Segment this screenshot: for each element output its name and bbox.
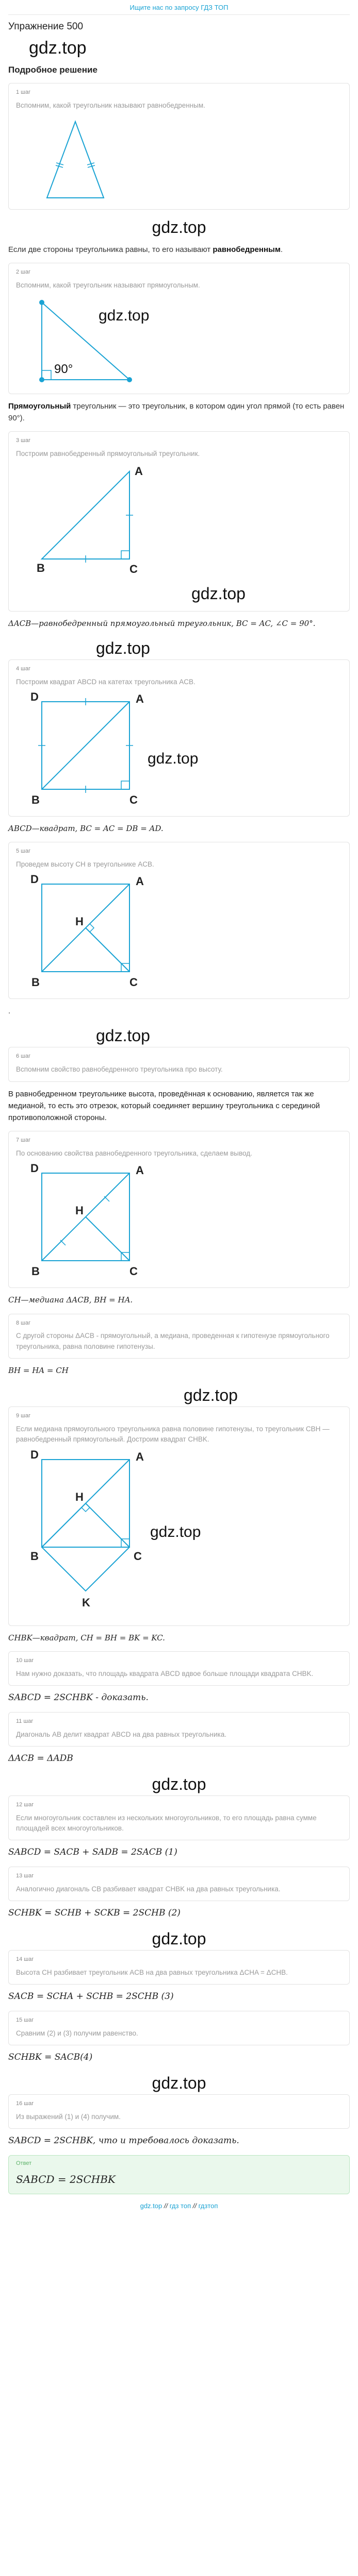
step-7 [8,1131,350,1288]
divider [8,14,350,15]
step-text: Диагональ AB делит квадрат ABCD на два равных треугольника. [16,1730,226,1738]
step-label: 7 шаг [16,1137,31,1144]
step-label: 16 шаг [16,2100,34,2107]
vertex-label: D [30,691,39,703]
watermark: gdz.top [96,638,150,657]
step-12 [8,1795,350,1840]
vertex [39,300,44,305]
isosceles-right-triangle-figure [26,464,191,582]
step-1 [8,83,350,209]
step-conclusion: CHBK—квадрат, CH = BH = BK = KC. [8,1633,165,1642]
step-conclusion: . [8,1007,11,1016]
step-label: 2 шаг [16,268,31,275]
right-angle-mark [121,781,129,789]
conclusion-term: Прямоугольный [8,401,71,411]
vertex-label: D [30,1163,39,1175]
diagonal [42,702,129,789]
vertex-label: A [136,875,144,888]
median-figure [26,1163,202,1281]
step-conclusion: CH—медиана ΔACB, BH = HA. [8,1295,133,1305]
footer-link[interactable]: гдз топ [169,2202,191,2210]
vertex-label: B [37,561,45,574]
step-conclusion: SCHBK = SCHB + SCKB = 2SCHB (2) [8,1908,181,1919]
footer-link[interactable]: gdz.top [140,2202,162,2210]
vertex-label: B [31,793,40,806]
footer-separator: // [164,2202,168,2210]
step-4 [8,659,350,817]
step-label: 5 шаг [16,848,31,855]
step-conclusion: BH = HA = CH [8,1365,69,1375]
footer-link[interactable]: гдзтоп [198,2202,218,2210]
step-conclusion: ΔACB—равнобедренный прямоугольный треугольник, BC = AC, ∠C = 90°. [8,618,316,628]
isosceles-triangle-figure [26,115,129,203]
footer-links [8,2201,350,2211]
step-label: 14 шаг [16,1956,34,1963]
right-angle-mark [121,551,129,559]
step-text: Проведем высоту CH в треугольнике ACB. [16,860,154,868]
step-conclusion [8,400,350,425]
step-text: Вспомним, какой треугольник называют прямоугольным. [16,281,200,289]
step-14 [8,1950,350,1985]
vertex-label: H [75,915,84,928]
step-text: Аналогично диагональ CB разбивает квадрат CHBK на два равных треугольника. [16,1885,281,1893]
step-label: 8 шаг [16,1319,31,1326]
step-text: Построим квадрат ABCD на катетах треугольника ACB. [16,677,196,686]
vertex-label: H [75,1490,84,1503]
vertex-label: A [135,464,143,478]
step-15 [8,2011,350,2045]
answer-formula: SABCD = 2SCHBK [16,2173,116,2186]
step-label: 12 шаг [16,1801,34,1808]
vertex-label: H [75,1204,84,1217]
vertex-label: B [30,1549,39,1563]
watermark: gdz.top [152,1774,206,1793]
watermark: gdz.top [152,217,206,236]
step-6 [8,1047,350,1081]
step-label: 6 шаг [16,1053,31,1060]
right-angle-mark [82,1507,90,1512]
step-label: 15 шаг [16,2017,34,2024]
step-text: Сравним (2) и (3) получим равенство. [16,2029,138,2038]
page-title: Упражнение 500 [8,21,84,32]
watermark: gdz.top [184,1386,238,1405]
square-height-figure [26,874,202,992]
watermark: gdz.top [152,1929,206,1948]
step-text: Высота CH разбивает треугольник ACB на два равных треугольника ΔCHA = ΔCHB. [16,1969,288,1977]
vertex-label: B [31,1265,40,1278]
step-conclusion: ΔACB = ΔADB [8,1753,73,1764]
step-label: 4 шаг [16,665,31,672]
step-conclusion: SACB = SCHA + SCHB = 2SCHB (3) [8,1991,174,2002]
step-text: Если медиана прямоугольного треугольника равна половине гипотенузы, то треугольник CBH — равнобедренный прямоугольный. Достроим квадрат CHBK. [16,1425,330,1444]
watermark: gdz.top [148,750,199,767]
vertex-label: A [136,1164,144,1177]
vertex-label: D [30,1449,39,1461]
step-conclusion [8,244,350,256]
step-conclusion: SABCD = 2SCHBK - доказать. [8,1692,149,1703]
square-figure [26,691,202,810]
step-text: Если многоугольник составлен из нескольких многоугольников, то его площадь равна сумме площадей всех многоугольников. [16,1814,317,1832]
step-label: 1 шаг [16,89,31,96]
step-text: С другой стороны ΔACB - прямоугольный, а медиана, проведенная к гипотенузе прямоугольного треугольника, равна половине гипотенузы. [16,1332,330,1350]
step-conclusion: ABCD—квадрат, BC = AC = DB = AD. [8,823,164,833]
step-text: Вспомним свойство равнобедренного треугольника про высоту. [16,1065,223,1074]
conclusion-text: Если две стороны треугольника равны, то его называют [8,245,213,254]
step-label: 3 шаг [16,437,31,444]
conclusion-text: треугольник — это треугольник, в котором один угол прямой (то есть равен 90°). [8,401,345,423]
tick-mark [60,1240,66,1245]
vertex-label: C [129,562,138,575]
step-label: 9 шаг [16,1413,31,1419]
vertex-label: K [82,1596,90,1609]
vertex-label: A [136,1450,144,1463]
vertex [39,377,44,382]
conclusion-term: равнобедренным [213,245,281,254]
triangle-outline [47,122,104,198]
step-5 [8,842,350,999]
watermark: gdz.top [150,1523,201,1540]
vertex-label: C [129,793,138,806]
vertex-label: A [136,692,144,705]
step-text: По основанию свойства равнобедренного треугольника, сделаем вывод. [16,1149,252,1158]
step-conclusion: В равнобедренном треугольнике высота, проведённая к основанию, является так же медианой, то есть это отрезок, который соединяет вершину треугольника с серединой противоположной стороны. [8,1089,320,1123]
watermark: gdz.top [191,584,246,603]
step-text: Нам нужно доказать, что площадь квадрата ABCD вдвое больше площади квадрата CHBK. [16,1669,314,1677]
triangle-outline [42,471,129,559]
watermark: gdz.top [152,2074,206,2093]
height-ch [86,928,129,972]
right-triangle-figure [26,295,191,387]
step-conclusion: SCHBK = SACB(4) [8,2052,93,2063]
step-text: Вспомним, какой треугольник называют равнобедренным. [16,101,205,110]
step-3 [8,431,350,611]
vertex-label: C [129,1265,138,1278]
step-8 [8,1314,350,1359]
step-13 [8,1867,350,1901]
step-conclusion: SABCD = SACB + SADB = 2SACB (1) [8,1847,177,1858]
step-2 [8,263,350,394]
step-text: Из выражений (1) и (4) получим. [16,2113,121,2121]
watermark: gdz.top [99,307,150,324]
square-chbk-figure [26,1449,212,1619]
subtitle: Подробное решение [8,64,97,75]
search-hint-link[interactable]: Ищите нас по запросу ГДЗ ТОП [129,4,229,11]
step-label: 13 шаг [16,1873,34,1879]
vertex [127,377,132,382]
answer-box [8,2155,350,2194]
median-ch [86,1217,129,1261]
conclusion-text: . [280,245,283,254]
step-16 [8,2094,350,2129]
vertex-label: C [134,1549,142,1563]
vertex-label: C [129,976,138,989]
step-11 [8,1712,350,1747]
watermark: gdz.top [96,1026,150,1045]
step-conclusion: SABCD = 2SCHBK, что и требовалось доказать. [8,2136,239,2146]
watermark: gdz.top [29,38,87,58]
vertex-label: B [31,976,40,989]
step-9 [8,1406,350,1625]
footer-separator: // [192,2202,197,2210]
answer-label: Ответ [16,2160,32,2167]
step-10 [8,1651,350,1686]
tick-mark [104,1196,109,1201]
angle-label: 90° [54,362,73,376]
vertex-label: D [30,874,39,886]
right-angle-mark [90,924,94,932]
step-label: 11 шаг [16,1718,34,1724]
step-label: 10 шаг [16,1657,34,1664]
step-text: Построим равнобедренный прямоугольный треугольник. [16,450,200,458]
